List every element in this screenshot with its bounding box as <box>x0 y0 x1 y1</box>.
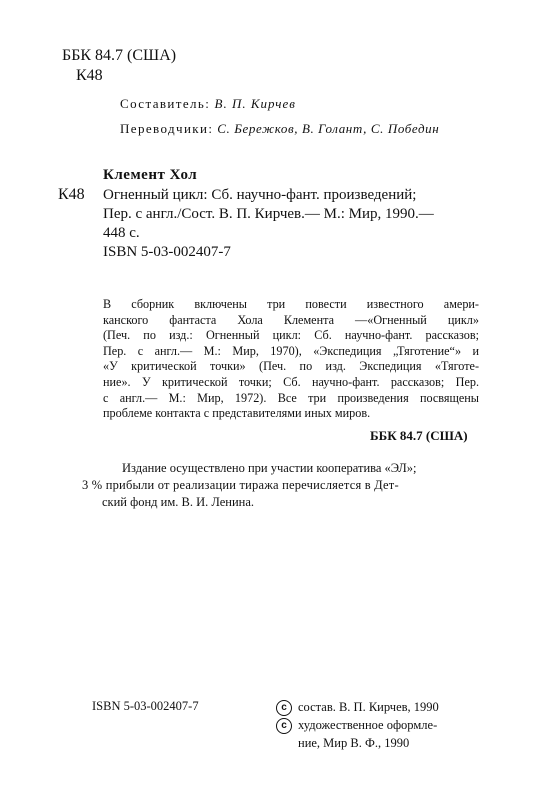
bottom-isbn: ISBN 5-03-002407-7 <box>92 699 199 713</box>
annotation-line: канского фантаста Хола Клемента —«Огненный цикл» <box>103 312 479 327</box>
compiler-line <box>120 96 296 112</box>
annotation-line: (Печ. по изд.: Огненный цикл: Сб. научно-фант. рассказов; <box>103 328 479 343</box>
copyright-text: состав. В. П. Кирчев, 1990 <box>298 700 439 714</box>
entry-code: К48 <box>58 186 85 203</box>
biblio-line: 448 с. <box>103 225 140 241</box>
funding-line: 3 % прибыли от реализации тиража перечисляется в Дет- <box>82 478 399 492</box>
biblio-line: Огненный цикл: Сб. научно-фант. произведений; <box>103 187 417 203</box>
author-code: К48 <box>76 67 103 84</box>
isbn: ISBN 5-03-002407-7 <box>103 244 231 260</box>
funding-line: ский фонд им. В. И. Ленина. <box>102 495 255 509</box>
annotation <box>103 297 479 422</box>
funding-note <box>62 460 482 511</box>
compiler-names: В. П. Кирчев <box>214 96 296 111</box>
bibliographic-record <box>103 186 434 262</box>
compiler-label: Составитель: <box>120 96 211 111</box>
funding-line: Издание осуществлено при участии кооператива «ЭЛ»; <box>122 461 417 475</box>
bbk-classification: ББК 84.7 (США) <box>370 428 468 443</box>
copyright-icon: c <box>276 718 292 734</box>
translators-names: С. Бережков, В. Голант, С. Победин <box>217 121 440 136</box>
annotation-line: с англ.— М.: Мир, 1972). Все три произведения посвящены <box>103 390 479 405</box>
copyright-icon: c <box>276 700 292 716</box>
bbk-code: ББК 84.7 (США) <box>62 47 177 64</box>
annotation-line: ние». У критической точки; Сб. научно-фант. рассказов; Пер. <box>103 374 479 389</box>
translators-line <box>120 121 439 137</box>
annotation-line: проблеме контакта с представителями иных миров. <box>103 406 371 421</box>
biblio-line: Пер. с англ./Сост. В. П. Кирчев.— М.: Мир, 1990.— <box>103 206 434 222</box>
annotation-line: В сборник включены три повести известного амери- <box>103 297 479 311</box>
copyright-row <box>276 698 439 716</box>
translators-label: Переводчики: <box>120 121 214 136</box>
annotation-line: Пер. с англ.— М.: Мир, 1970), «Экспедиция „Тяготение“» и <box>103 343 479 358</box>
copyright-row <box>276 716 439 734</box>
copyright-block <box>276 698 439 752</box>
copyright-text: художественное оформле- <box>298 718 438 732</box>
annotation-line: «У критической точки» (Печ. по изд. Экспедиция «Тяготе- <box>103 359 479 374</box>
copyright-text-continued: ние, Мир В. Ф., 1990 <box>298 736 410 750</box>
top-classification <box>62 46 176 86</box>
author-name: Клемент Хол <box>103 167 198 183</box>
